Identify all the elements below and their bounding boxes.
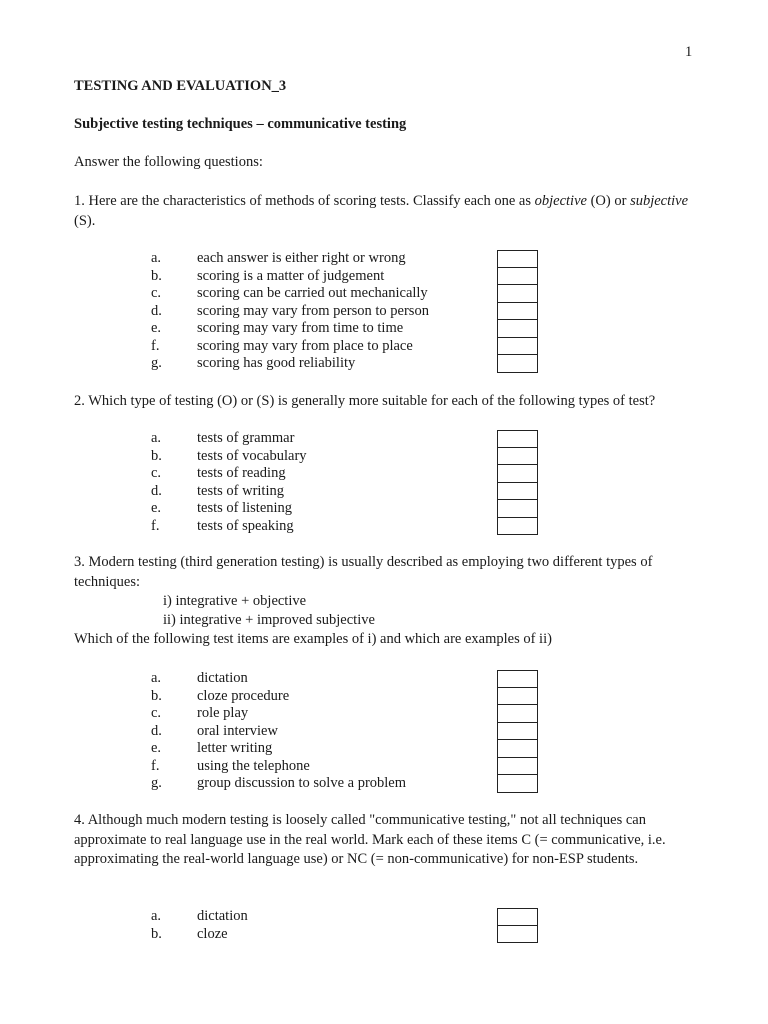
item-letter: b. xyxy=(151,687,162,704)
question-1-answer-boxes xyxy=(497,250,538,373)
question-3-answer-boxes xyxy=(497,670,538,793)
answer-box[interactable] xyxy=(497,926,538,944)
answer-box[interactable] xyxy=(497,465,538,483)
item-text: dictation xyxy=(197,670,248,686)
answer-box[interactable] xyxy=(497,250,538,268)
item-letter: d. xyxy=(151,482,162,499)
item-text: scoring has good reliability xyxy=(197,355,356,371)
item-text: tests of speaking xyxy=(197,517,294,534)
item-text: tests of listening xyxy=(197,500,293,516)
instruction-text: Answer the following questions: xyxy=(74,154,263,170)
item-text: cloze xyxy=(197,925,228,942)
question-1-text-part: (S). xyxy=(74,212,96,229)
item-letter: a. xyxy=(151,670,162,686)
item-letter: f. xyxy=(151,517,160,534)
question-1-text xyxy=(74,192,704,231)
question-2-answer-boxes xyxy=(497,430,538,535)
item-letter: b. xyxy=(151,925,162,942)
item-letter: d. xyxy=(151,302,162,319)
item-text: tests of writing xyxy=(197,482,284,499)
section-subtitle: Subjective testing techniques – communicative testing xyxy=(74,116,407,132)
option-i: i) integrative + objective xyxy=(163,593,307,609)
question-1-text-part: (O) or xyxy=(586,193,631,209)
item-text: oral interview xyxy=(197,722,278,739)
question-3-text: 3. Modern testing (third generation testing) is usually described as employing two different types of techniques: xyxy=(74,554,653,590)
question-4-answer-boxes xyxy=(497,908,538,943)
answer-box[interactable] xyxy=(497,285,538,303)
question-4-text: 4. Although much modern testing is loosely called "communicative testing," not all techniques can approximate to real language use in the real world. Mark each of these items C (= communicative, i.e. approximating the real-world language use) or NC (= non-communicative) for non-ESP students. xyxy=(74,812,666,867)
answer-box[interactable] xyxy=(497,705,538,723)
item-text: tests of vocabulary xyxy=(197,447,307,464)
item-letter: c. xyxy=(151,285,162,301)
page-title: TESTING AND EVALUATION_3 xyxy=(74,78,287,94)
item-text: dictation xyxy=(197,908,248,924)
item-letter: e. xyxy=(151,740,162,756)
page-number: 1 xyxy=(685,44,693,60)
answer-box[interactable] xyxy=(497,338,538,356)
item-letter: d. xyxy=(151,722,162,739)
answer-box[interactable] xyxy=(497,500,538,518)
answer-box[interactable] xyxy=(497,723,538,741)
answer-box[interactable] xyxy=(497,670,538,688)
item-letter: b. xyxy=(151,447,162,464)
item-letter: e. xyxy=(151,500,162,516)
answer-box[interactable] xyxy=(497,448,538,466)
item-letter: f. xyxy=(151,757,160,774)
answer-box[interactable] xyxy=(497,908,538,926)
question-3-prompt: Which of the following test items are examples of i) and which are examples of ii) xyxy=(74,631,552,647)
term-objective: objective xyxy=(534,193,587,209)
item-text: scoring may vary from time to time xyxy=(197,320,404,336)
answer-box[interactable] xyxy=(497,320,538,338)
answer-box[interactable] xyxy=(497,740,538,758)
answer-box[interactable] xyxy=(497,355,538,373)
answer-box[interactable] xyxy=(497,518,538,536)
answer-box[interactable] xyxy=(497,430,538,448)
item-text: scoring may vary from person to person xyxy=(197,302,429,319)
item-text: using the telephone xyxy=(197,757,310,774)
answer-box[interactable] xyxy=(497,688,538,706)
item-text: cloze procedure xyxy=(197,687,290,704)
item-text: letter writing xyxy=(197,740,273,756)
item-letter: c. xyxy=(151,465,162,481)
item-text: scoring is a matter of judgement xyxy=(197,267,385,284)
item-text: role play xyxy=(197,705,249,721)
item-letter: a. xyxy=(151,430,162,446)
item-letter: f. xyxy=(151,337,160,354)
option-ii: ii) integrative + improved subjective xyxy=(163,612,375,628)
item-letter: g. xyxy=(151,775,162,791)
item-text: group discussion to solve a problem xyxy=(197,775,407,791)
question-2-text: 2. Which type of testing (O) or (S) is generally more suitable for each of the following types of test? xyxy=(74,393,656,409)
answer-box[interactable] xyxy=(497,268,538,286)
answer-box[interactable] xyxy=(497,758,538,776)
answer-box[interactable] xyxy=(497,483,538,501)
item-text: scoring may vary from place to place xyxy=(197,337,413,354)
item-letter: a. xyxy=(151,908,162,924)
item-letter: a. xyxy=(151,250,162,266)
answer-box[interactable] xyxy=(497,303,538,321)
item-letter: c. xyxy=(151,705,162,721)
item-letter: g. xyxy=(151,355,162,371)
item-text: tests of grammar xyxy=(197,430,295,446)
item-text: tests of reading xyxy=(197,465,286,481)
answer-box[interactable] xyxy=(497,775,538,793)
term-subjective: subjective xyxy=(630,193,689,209)
item-text: scoring can be carried out mechanically xyxy=(197,285,428,301)
item-text: each answer is either right or wrong xyxy=(197,250,406,266)
item-letter: e. xyxy=(151,320,162,336)
question-1-text-part: 1. Here are the characteristics of methods of scoring tests. Classify each one as xyxy=(74,193,535,209)
item-letter: b. xyxy=(151,267,162,284)
